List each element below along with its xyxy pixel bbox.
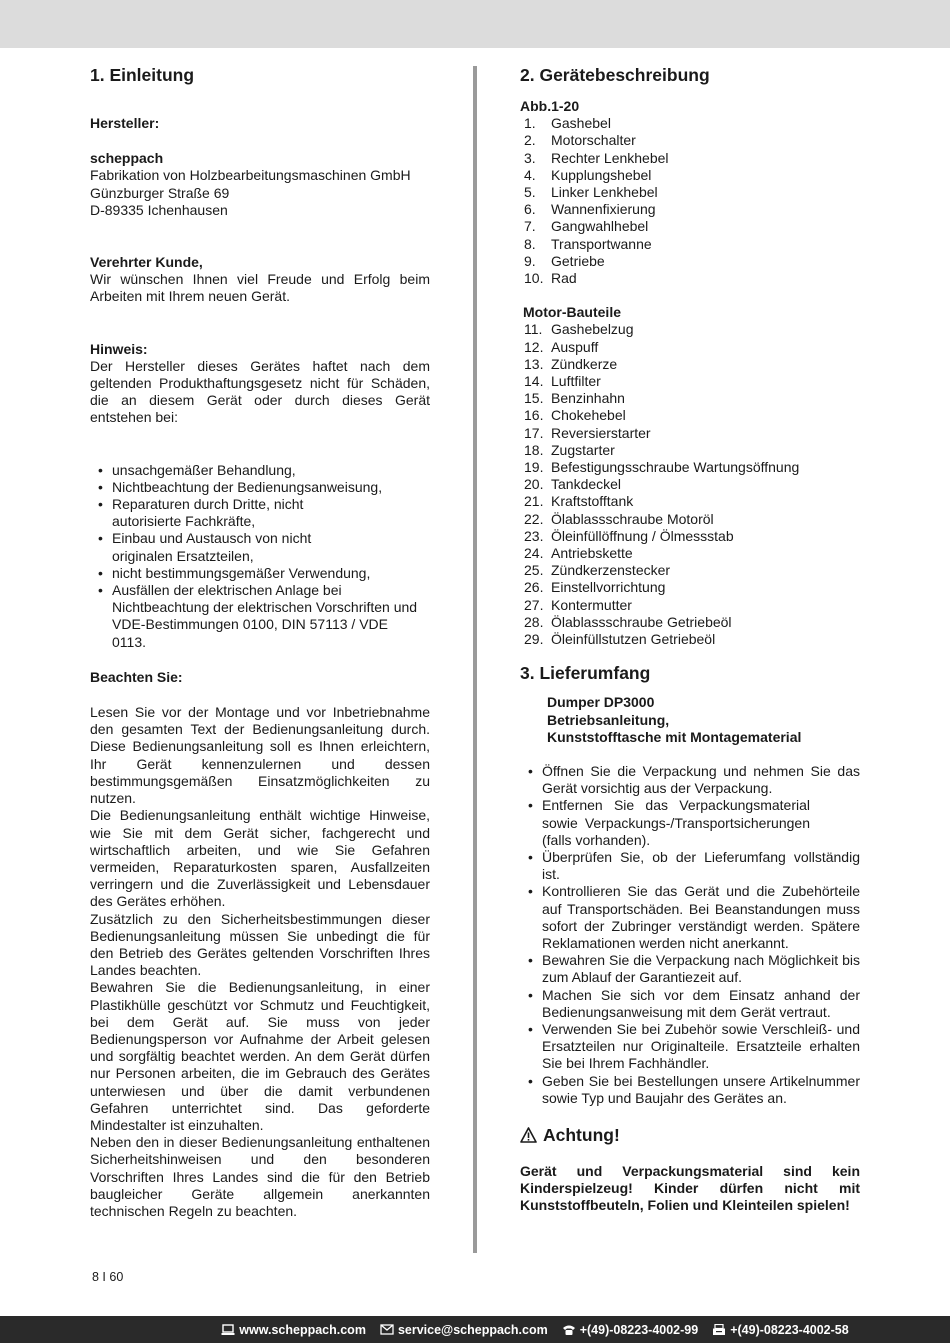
part-number: 19. bbox=[524, 459, 544, 476]
part-label: Einstellvorrichtung bbox=[551, 579, 666, 596]
part-item bbox=[520, 476, 860, 493]
part-item bbox=[520, 579, 860, 596]
part-item bbox=[520, 511, 860, 528]
part-item bbox=[520, 321, 860, 338]
phone-number[interactable]: +(49)-08223-4002-99 bbox=[579, 1322, 699, 1337]
part-label: Kupplungshebel bbox=[551, 166, 652, 183]
part-number: 28. bbox=[524, 613, 544, 630]
part-item bbox=[520, 167, 860, 184]
part-item bbox=[520, 597, 860, 614]
warning-title: Achtung! bbox=[543, 1124, 620, 1145]
section-title-device-description: 2. Gerätebeschreibung bbox=[520, 65, 710, 85]
part-number: 13. bbox=[524, 355, 544, 372]
part-item bbox=[520, 253, 860, 270]
list-item: • Nichtbeachtung der Bedienungsanweisung, bbox=[90, 479, 420, 496]
section-title-introduction: 1. Einleitung bbox=[90, 65, 195, 85]
paragraph: Zusätzlich zu den Sicherheitsbestimmungen dieser Bedienungsanleitung müssen Sie unbedingt die für den Betrieb des Gerätes geltenden Vorschriften Ihres Landes beachten. bbox=[90, 910, 430, 979]
website-link[interactable]: www.scheppach.com bbox=[239, 1322, 366, 1337]
header-band bbox=[0, 0, 950, 48]
motor-parts-title: Motor-Bauteile bbox=[523, 304, 621, 321]
unpacking-steps bbox=[520, 763, 860, 1107]
left-column bbox=[90, 64, 430, 1220]
parts-list bbox=[520, 115, 860, 287]
part-item bbox=[520, 493, 860, 510]
part-number: 1. bbox=[524, 115, 536, 132]
part-item bbox=[520, 442, 860, 459]
part-label: Befestigungsschraube Wartungsöffnung bbox=[551, 459, 800, 476]
part-label: Tankdeckel bbox=[551, 476, 622, 493]
paragraph: Die Bedienungsanleitung enthält wichtige Hinweise, wie Sie mit dem Gerät sicher, fachgerecht und wirtschaftlich arbeiten, und wie Sie Gefahren vermeiden, Reparaturkosten sparen, Ausfallzeiten verringern und die Zuverlässigkeit und Lebensdauer des Gerätes erhöhen. bbox=[90, 807, 430, 910]
computer-icon bbox=[221, 1324, 235, 1336]
part-number: 5. bbox=[524, 184, 536, 201]
part-item bbox=[520, 184, 860, 201]
part-label: Zündkerze bbox=[551, 355, 618, 372]
part-item bbox=[520, 356, 860, 373]
list-item: • Reparaturen durch Dritte, nicht autorisierte Fachkräfte, bbox=[90, 496, 360, 530]
section-title-delivery: 3. Lieferumfang bbox=[520, 663, 651, 684]
part-label: Transportwanne bbox=[551, 235, 652, 252]
part-number: 20. bbox=[524, 476, 544, 493]
warning-text: Gerät und Verpackungsmaterial sind kein Kinderspielzeug! Kinder dürfen nicht mit Kunststoffbeuteln, Folien und Kleinteilen spielen! bbox=[520, 1162, 860, 1214]
warning-triangle-icon bbox=[520, 1127, 537, 1143]
delivery-contents bbox=[520, 694, 860, 746]
greeting-text: Wir wünschen Ihnen viel Freude und Erfolg beim Arbeiten mit Ihrem neuen Gerät. bbox=[90, 271, 430, 305]
note-title: Hinweis: bbox=[90, 340, 148, 357]
attention-title: Beachten Sie: bbox=[90, 668, 183, 685]
part-label: Gashebel bbox=[551, 115, 611, 132]
part-number: 18. bbox=[524, 441, 544, 458]
motor-parts-list bbox=[520, 321, 860, 648]
part-number: 11. bbox=[524, 321, 543, 338]
part-item bbox=[520, 218, 860, 235]
part-number: 15. bbox=[524, 390, 544, 407]
delivery-item: Dumper DP3000 bbox=[547, 694, 655, 711]
part-number: 27. bbox=[524, 596, 544, 613]
part-number: 26. bbox=[524, 579, 544, 596]
right-column bbox=[520, 64, 860, 1215]
part-label: Öleinfüllöffnung / Ölmessstab bbox=[551, 527, 734, 544]
part-number: 2. bbox=[524, 132, 536, 149]
part-item bbox=[520, 201, 860, 218]
part-number: 23. bbox=[524, 527, 544, 544]
part-item bbox=[520, 270, 860, 287]
part-item bbox=[520, 425, 860, 442]
part-item bbox=[520, 132, 860, 149]
part-label: Zündkerzenstecker bbox=[551, 562, 671, 579]
part-label: Luftfilter bbox=[551, 373, 601, 390]
page-number: 8 I 60 bbox=[92, 1270, 124, 1284]
part-label: Benzinhahn bbox=[551, 390, 625, 407]
paragraph: Lesen Sie vor der Montage und vor Inbetriebnahme den gesamten Text der Bedienungsanleitung durch. Diese Bedienungsanleitung soll es Ihnen erleichtern, Ihr Gerät kennenzulernen und dessen bestimmungsgemäßen Einsatzmöglichkeiten zu nutzen. bbox=[90, 704, 430, 807]
part-label: Wannenfixierung bbox=[551, 201, 656, 218]
part-item bbox=[520, 528, 860, 545]
figure-label: Abb.1-20 bbox=[520, 98, 580, 114]
mail-icon bbox=[380, 1324, 394, 1335]
part-number: 16. bbox=[524, 407, 544, 424]
part-number: 14. bbox=[524, 373, 544, 390]
part-item bbox=[520, 545, 860, 562]
footer-website[interactable] bbox=[221, 1323, 366, 1337]
footer-bar bbox=[0, 1316, 950, 1343]
footer-phone[interactable] bbox=[562, 1323, 699, 1337]
paragraph: Bewahren Sie die Bedienungsanleitung, in einer Plastikhülle geschützt vor Schmutz und Feuchtigkeit, bei dem Gerät auf. Sie muss von jeder Bedienungsperson vor Aufnahme der Arbeit gelesen und sorgfältig beachtet werden. An dem Gerät dürfen nur Personen arbeiten, die im Gebrauch des Gerätes unterwiesen und über die damit verbundenen Gefahren unterrichtet sind. Das geforderte Mindestalter ist einzuhalten. bbox=[90, 979, 430, 1133]
part-label: Öleinfüllstutzen Getriebeöl bbox=[551, 631, 716, 648]
part-number: 4. bbox=[524, 166, 536, 183]
part-number: 8. bbox=[524, 235, 536, 252]
part-label: Rechter Lenkhebel bbox=[551, 149, 669, 166]
list-item: • Entfernen Sie das Verpackungsmaterial sowie Verpackungs-/Transportsicherungen (falls vorhanden). bbox=[520, 797, 860, 849]
list-item: • Öffnen Sie die Verpackung und nehmen Sie das Gerät vorsichtig aus der Verpackung. bbox=[520, 763, 860, 797]
list-item: • Ausfällen der elektrischen Anlage bei Nichtbeachtung der elektrischen Vorschriften und VDE-Bestimmungen 0100, DIN 57113 / VDE 0113. bbox=[90, 582, 420, 651]
attention-body bbox=[90, 704, 430, 1220]
part-label: Gangwahlhebel bbox=[551, 218, 649, 235]
part-item bbox=[520, 339, 860, 356]
part-label: Kraftstofftank bbox=[551, 493, 634, 510]
part-label: Gashebelzug bbox=[551, 321, 634, 338]
part-item bbox=[520, 390, 860, 407]
warning-heading bbox=[520, 1124, 860, 1146]
part-number: 3. bbox=[524, 149, 536, 166]
part-item bbox=[520, 562, 860, 579]
part-item bbox=[520, 115, 860, 132]
company-name: scheppach bbox=[90, 150, 164, 167]
list-item: • unsachgemäßer Behandlung, bbox=[90, 462, 420, 479]
list-item: • Bewahren Sie die Verpackung nach Möglichkeit bis zum Ablauf der Garantiezeit auf. bbox=[520, 952, 860, 986]
part-number: 24. bbox=[524, 545, 544, 562]
part-number: 9. bbox=[524, 252, 536, 269]
part-number: 10. bbox=[524, 270, 544, 287]
part-label: Reversierstarter bbox=[551, 424, 651, 441]
email-link[interactable]: service@scheppach.com bbox=[397, 1322, 548, 1337]
delivery-item: Kunststofftasche mit Montagematerial bbox=[547, 728, 802, 745]
address-line: D-89335 Ichenhausen bbox=[90, 201, 228, 218]
part-label: Ölablassschraube Getriebeöl bbox=[551, 613, 732, 630]
list-item: • Geben Sie bei Bestellungen unsere Artikelnummer sowie Typ und Baujahr des Gerätes an. bbox=[520, 1073, 860, 1107]
part-label: Ölablassschraube Motoröl bbox=[551, 510, 714, 527]
part-number: 12. bbox=[524, 338, 544, 355]
part-number: 6. bbox=[524, 201, 536, 218]
part-label: Getriebe bbox=[551, 252, 605, 269]
part-number: 17. bbox=[524, 424, 544, 441]
part-item bbox=[520, 236, 860, 253]
delivery-item: Betriebsanleitung, bbox=[547, 711, 670, 728]
list-item: • Einbau und Austausch von nicht originalen Ersatzteilen, bbox=[90, 530, 360, 564]
part-item bbox=[520, 150, 860, 167]
part-label: Auspuff bbox=[551, 338, 599, 355]
part-label: Antriebskette bbox=[551, 545, 633, 562]
phone-icon bbox=[562, 1324, 576, 1336]
liability-list bbox=[90, 462, 420, 651]
footer-email[interactable] bbox=[380, 1323, 548, 1337]
paragraph: Neben den in dieser Bedienungsanleitung enthaltenen Sicherheitshinweisen und den besonderen Vorschriften Ihres Landes sind die für den Betrieb baugleicher Geräte allgemein anerkannten technischen Regeln zu beachten. bbox=[90, 1134, 430, 1219]
greeting-title: Verehrter Kunde, bbox=[90, 254, 203, 271]
part-label: Kontermutter bbox=[551, 596, 632, 613]
fax-number[interactable]: +(49)-08223-4002-58 bbox=[730, 1322, 849, 1337]
part-number: 22. bbox=[524, 510, 544, 527]
part-label: Zugstarter bbox=[551, 441, 615, 458]
part-item bbox=[520, 631, 860, 648]
list-item: • Machen Sie sich vor dem Einsatz anhand der Bedienungsanweisung mit dem Gerät vertraut. bbox=[520, 987, 860, 1021]
list-item: • Überprüfen Sie, ob der Lieferumfang vollständig ist. bbox=[520, 849, 860, 883]
address-line: Fabrikation von Holzbearbeitungsmaschinen GmbH bbox=[90, 167, 411, 184]
part-label: Linker Lenkhebel bbox=[551, 184, 658, 201]
part-item bbox=[520, 459, 860, 476]
part-item bbox=[520, 373, 860, 390]
part-label: Motorschalter bbox=[551, 132, 636, 149]
note-text: Der Hersteller dieses Gerätes haftet nach dem geltenden Produkthaftungsgesetz nicht für Schäden, die an diesem Gerät oder durch dieses Gerät entstehen bei: bbox=[90, 357, 430, 426]
address-line: Günzburger Straße 69 bbox=[90, 184, 230, 201]
footer-fax[interactable] bbox=[712, 1323, 849, 1337]
list-item: • Verwenden Sie bei Zubehör sowie Verschleiß- und Ersatzteilen nur Originalteile. Ersatzteile erhalten Sie bei Ihrem Fachhändler. bbox=[520, 1021, 860, 1073]
fax-icon bbox=[712, 1324, 726, 1336]
part-label: Chokehebel bbox=[551, 407, 626, 424]
list-item: • nicht bestimmungsgemäßer Verwendung, bbox=[90, 565, 420, 582]
part-number: 7. bbox=[524, 218, 536, 235]
column-divider bbox=[473, 66, 477, 1253]
part-number: 25. bbox=[524, 562, 544, 579]
part-item bbox=[520, 407, 860, 424]
part-item bbox=[520, 614, 860, 631]
part-number: 29. bbox=[524, 631, 544, 648]
list-item: • Kontrollieren Sie das Gerät und die Zubehörteile auf Transportschäden. Bei Beanstandungen muss sofort der Zubringer verständigt werden. Spätere Reklamationen werden nicht anerkannt. bbox=[520, 883, 860, 952]
manufacturer-label: Hersteller: bbox=[90, 115, 160, 131]
part-label: Rad bbox=[551, 270, 577, 287]
part-number: 21. bbox=[524, 493, 544, 510]
